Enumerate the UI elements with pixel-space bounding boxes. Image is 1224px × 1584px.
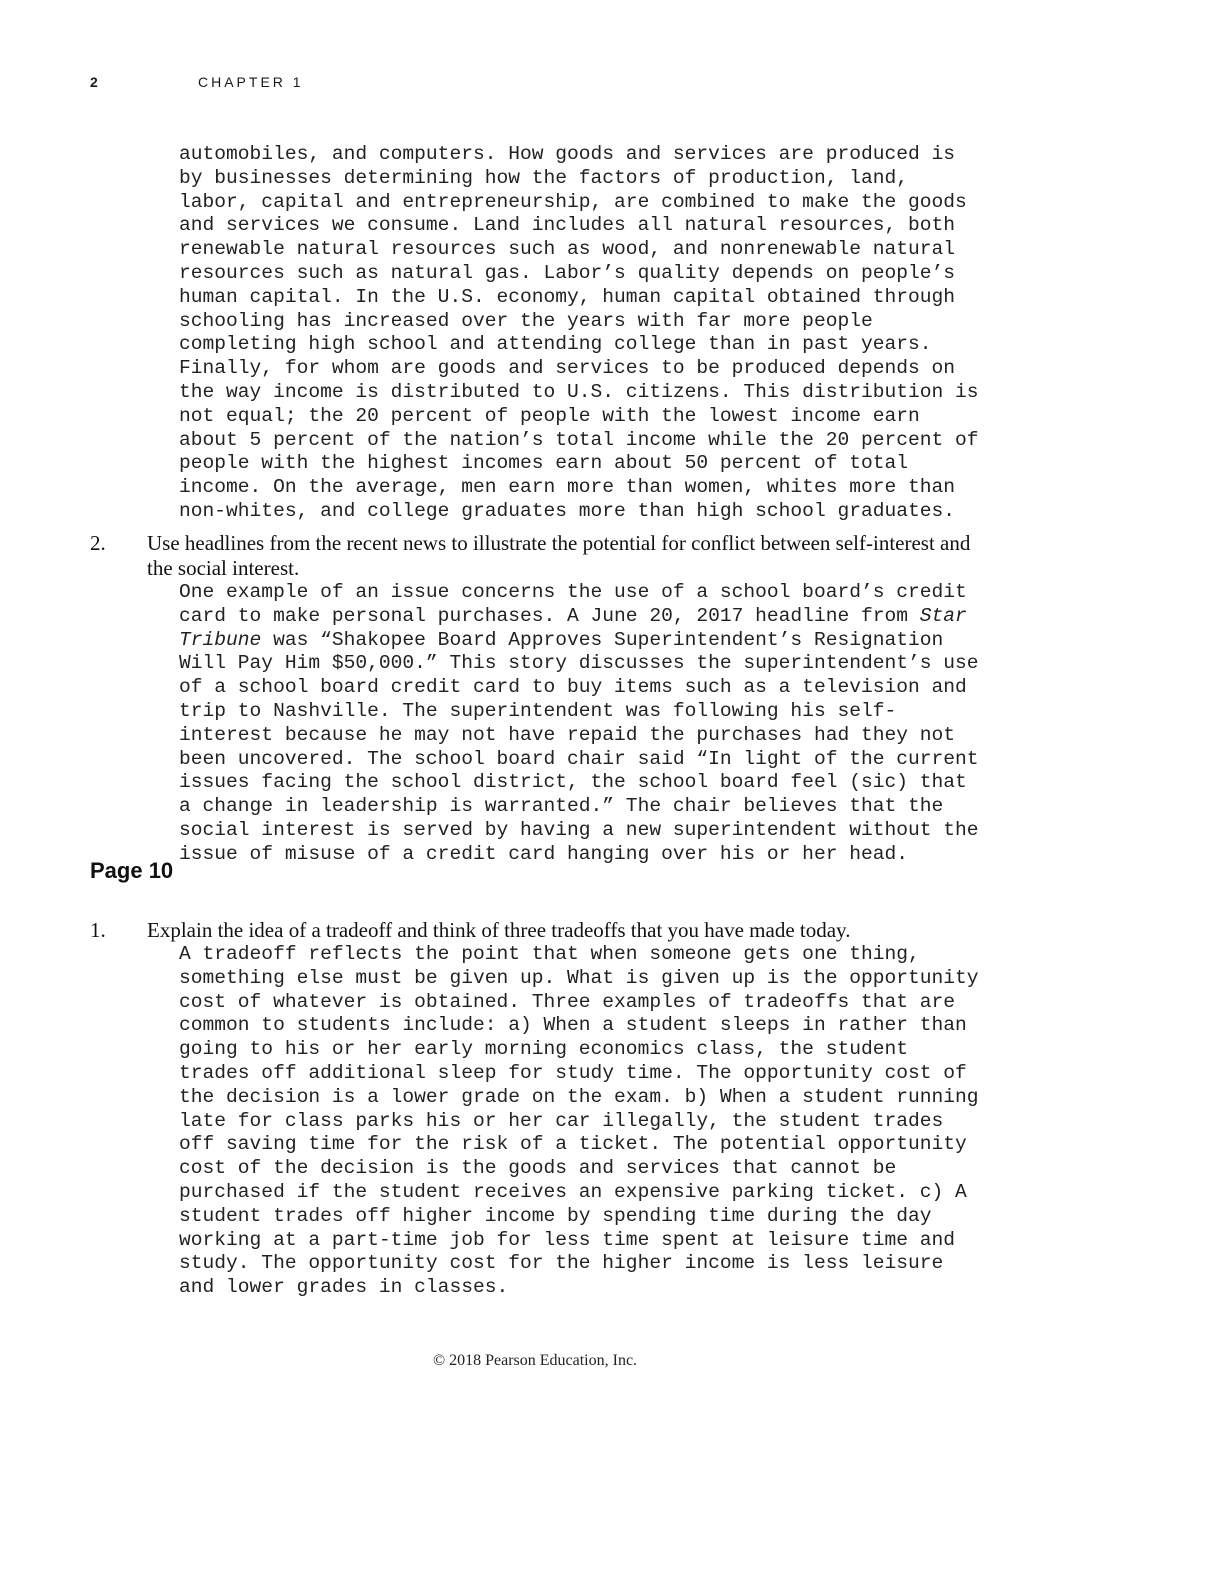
answer-line: the way income is distributed to U.S. citizens. This distribution is (179, 380, 979, 403)
page-header (90, 74, 490, 94)
question-number: 2. (90, 531, 106, 555)
answer-line: issue of misuse of a credit card hanging over his or her head. (179, 842, 909, 865)
answer-line: resources such as natural gas. Labor’s quality depends on people’s (179, 261, 956, 284)
answer-line: renewable natural resources such as wood, and nonrenewable natural (179, 238, 956, 261)
page-number: 2 (90, 74, 98, 90)
answer-line: and lower grades in classes. (179, 1276, 509, 1299)
section-heading: Page 10 (90, 858, 174, 883)
answer-line: and services we consume. Land includes all natural resources, both (179, 214, 956, 237)
answer-line: issues facing the school district, the school board feel (sic) that (179, 771, 967, 794)
answer-line: automobiles, and computers. How goods and services are produced is (179, 143, 956, 165)
answer-line: common to students include: a) When a student sleeps in rather than (179, 1014, 967, 1037)
answer-line: Will Pay Him $50,000.” This story discusses the superintendent’s use (179, 652, 979, 675)
answer-line: cost of whatever is obtained. Three examples of tradeoffs that are (179, 990, 956, 1013)
answer-line: Finally, for whom are goods and services to be produced depends on (179, 357, 956, 380)
question-1-answer (179, 943, 979, 1300)
question-number: 1. (90, 918, 106, 942)
answer-line: trades off additional sleep for study time. The opportunity cost of (179, 1061, 967, 1084)
answer-line: income. On the average, men earn more than women, whites more than (179, 476, 956, 499)
answer-line: late for class parks his or her car illegally, the student trades (179, 1109, 944, 1132)
answer-line: card to make personal purchases. A June 20, 2017 headline from (179, 604, 920, 627)
answer-line: off saving time for the risk of a ticket. The potential opportunity (179, 1133, 967, 1156)
answer-line: going to his or her early morning economics class, the student (179, 1038, 909, 1061)
question-2 (90, 531, 990, 581)
answer-line: been uncovered. The school board chair said “In light of the current (179, 747, 979, 770)
answer-line: about 5 percent of the nation’s total income while the 20 percent of (179, 428, 979, 451)
answer-line: people with the highest incomes earn about 50 percent of total (179, 452, 909, 475)
answer-line: cost of the decision is the goods and services that cannot be (179, 1157, 897, 1180)
answer-line: One example of an issue concerns the use of a school board’s credit (179, 581, 967, 603)
copyright-footer: © 2018 Pearson Education, Inc. (432, 1352, 638, 1369)
answer-line: something else must be given up. What is given up is the opportunity (179, 966, 979, 989)
answer-line: of a school board credit card to buy items such as a television and (179, 676, 967, 699)
question-2-answer (179, 581, 979, 867)
answer-line: trip to Nashville. The superintendent was following his self- (179, 699, 897, 722)
answer-line: completing high school and attending college than in past years. (179, 333, 932, 356)
question-text: Use headlines from the recent news to illustrate the potential for conflict between self-interest and the social interest. (147, 531, 971, 580)
answer-line: human capital. In the U.S. economy, human capital obtained through (179, 285, 956, 308)
answer-line: A tradeoff reflects the point that when someone gets one thing, (179, 943, 920, 965)
answer-line: a change in leadership is warranted.” The chair believes that the (179, 795, 944, 818)
answer-line: not equal; the 20 percent of people with the lowest income earn (179, 404, 920, 427)
chapter-label: CHAPTER 1 (198, 74, 304, 90)
answer-line: social interest is served by having a new superintendent without the (179, 818, 979, 841)
answer-line: interest because he may not have repaid the purchases had they not (179, 723, 956, 746)
answer-line: by businesses determining how the factors of production, land, (179, 166, 909, 189)
answer-line: study. The opportunity cost for the higher income is less leisure (179, 1252, 944, 1275)
publication-name: Tribune (179, 628, 262, 651)
continued-answer-text (179, 143, 979, 524)
answer-line: labor, capital and entrepreneurship, are combined to make the goods (179, 190, 967, 213)
publication-name: Star (919, 604, 967, 627)
answer-line: purchased if the student receives an expensive parking ticket. c) A (179, 1180, 967, 1203)
answer-line: schooling has increased over the years with far more people (179, 309, 873, 332)
answer-line: non-whites, and college graduates more than high school graduates. (179, 499, 956, 522)
answer-line: was “Shakopee Board Approves Superintendent’s Resignation (261, 628, 944, 651)
answer-line: working at a part-time job for less time spent at leisure time and (179, 1228, 956, 1251)
answer-line: the decision is a lower grade on the exam. b) When a student running (179, 1085, 979, 1108)
question-text: Explain the idea of a tradeoff and think of three tradeoffs that you have made today. (147, 918, 851, 942)
answer-line: student trades off higher income by spending time during the day (179, 1204, 932, 1227)
question-1 (90, 918, 990, 943)
